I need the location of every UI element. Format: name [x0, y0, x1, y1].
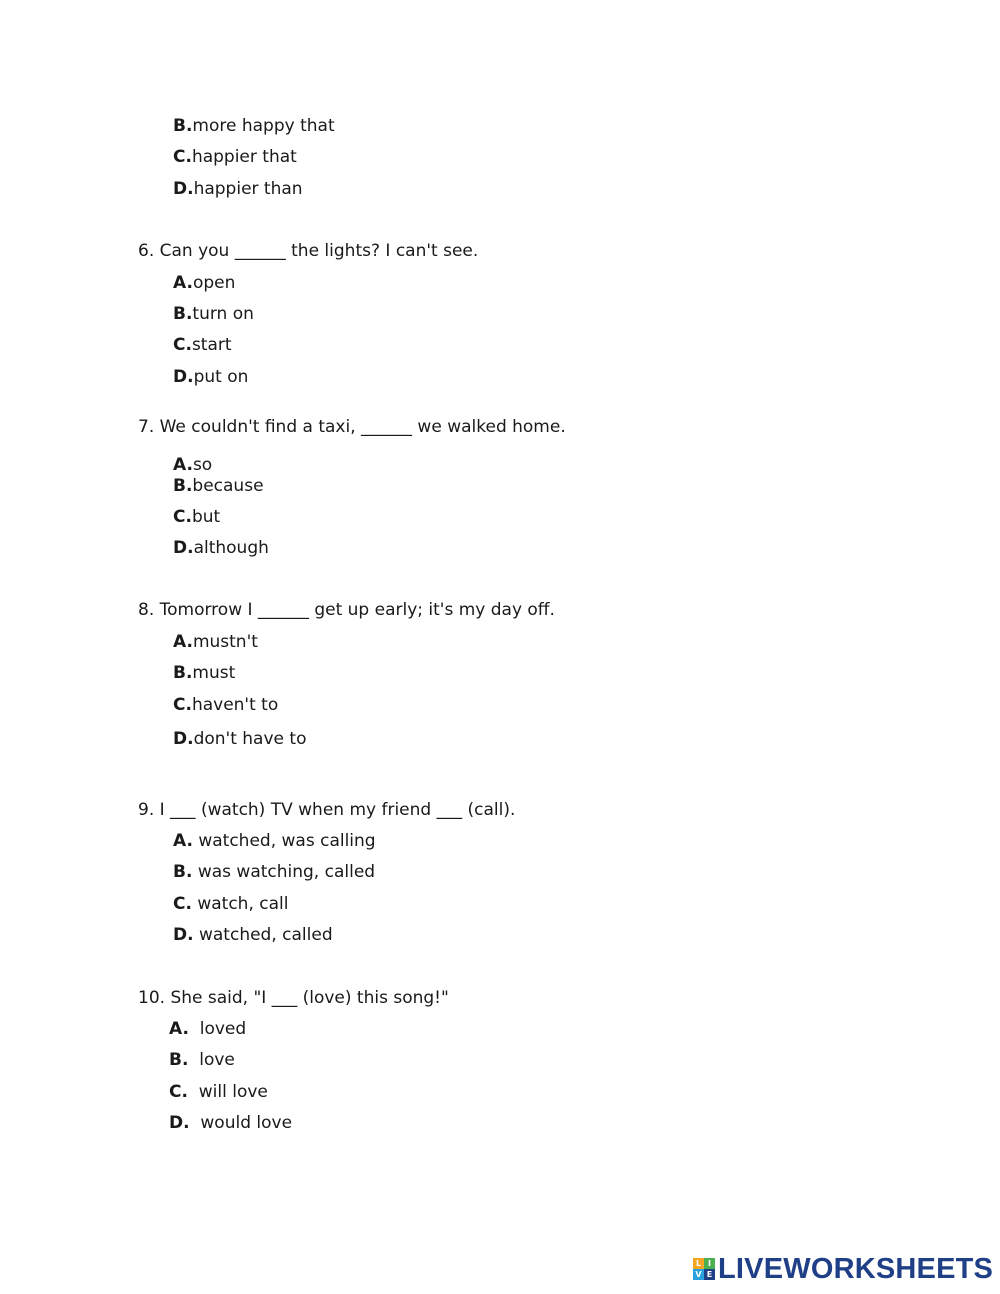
option-text: loved [199, 1019, 247, 1039]
option-7a[interactable] [173, 455, 212, 475]
option-letter: B. [169, 1050, 189, 1070]
option-9c[interactable] [173, 894, 288, 914]
option-text: watched, called [198, 925, 333, 945]
option-letter: D. [173, 538, 194, 558]
option-letter: A. [173, 632, 193, 652]
question-10-prompt: 10. She said, "I ___ (love) this song!" [138, 988, 449, 1008]
option-9b[interactable] [173, 862, 375, 882]
option-text: turn on [192, 304, 254, 324]
option-7c[interactable] [173, 507, 220, 527]
option-text: because [192, 476, 264, 496]
option-8d[interactable] [173, 729, 306, 749]
option-5c[interactable] [173, 147, 297, 167]
option-text: must [192, 663, 236, 683]
option-text: start [191, 335, 232, 355]
logo-mark-icon [693, 1258, 715, 1280]
option-8c[interactable] [173, 695, 278, 715]
option-text: would love [200, 1113, 293, 1133]
option-text: mustn't [192, 632, 258, 652]
option-text: was watching, called [197, 862, 376, 882]
option-letter: C. [169, 1082, 188, 1102]
question-6-prompt: 6. Can you ______ the lights? I can't see. [138, 241, 479, 261]
option-text: open [192, 273, 236, 293]
option-10a[interactable] [169, 1019, 246, 1039]
option-text: although [193, 538, 269, 558]
option-text: will love [198, 1082, 268, 1102]
option-10c[interactable] [169, 1082, 268, 1102]
option-letter: B. [173, 663, 193, 683]
option-letter: D. [173, 729, 194, 749]
option-8b[interactable] [173, 663, 235, 683]
option-letter: D. [173, 367, 194, 387]
option-letter: A. [173, 273, 193, 293]
option-letter: B. [173, 116, 193, 136]
logo-mark-tile: I [704, 1258, 715, 1269]
question-8-prompt: 8. Tomorrow I ______ get up early; it's my day off. [138, 600, 555, 620]
option-text: but [191, 507, 221, 527]
option-letter: A. [173, 831, 193, 851]
option-text: happier than [193, 179, 303, 199]
option-6b[interactable] [173, 304, 254, 324]
option-letter: B. [173, 862, 193, 882]
option-letter: C. [173, 695, 192, 715]
option-letter: C. [173, 507, 192, 527]
option-5b[interactable] [173, 116, 335, 136]
option-text: happier that [191, 147, 297, 167]
option-letter: A. [173, 455, 193, 475]
option-6a[interactable] [173, 273, 235, 293]
option-10d[interactable] [169, 1113, 292, 1133]
option-letter: B. [173, 304, 193, 324]
option-5d[interactable] [173, 179, 303, 199]
option-text: love [199, 1050, 235, 1070]
option-text: watch, call [197, 894, 289, 914]
option-text: so [192, 455, 213, 475]
option-letter: D. [173, 925, 194, 945]
option-7b[interactable] [173, 476, 264, 496]
option-7d[interactable] [173, 538, 269, 558]
question-9-prompt: 9. I ___ (watch) TV when my friend ___ (call). [138, 800, 516, 820]
option-letter: C. [173, 147, 192, 167]
logo-wordmark: LIVEWORKSHEETS [718, 1253, 994, 1285]
option-letter: A. [169, 1019, 189, 1039]
option-letter: B. [173, 476, 193, 496]
option-9d[interactable] [173, 925, 333, 945]
option-letter: D. [173, 179, 194, 199]
logo-mark-tile: V [693, 1269, 704, 1280]
option-text: don't have to [193, 729, 307, 749]
option-9a[interactable] [173, 831, 376, 851]
option-6d[interactable] [173, 367, 248, 387]
option-8a[interactable] [173, 632, 258, 652]
question-7-prompt: 7. We couldn't find a taxi, ______ we walked home. [138, 417, 566, 437]
option-text: haven't to [191, 695, 279, 715]
option-text: watched, was calling [198, 831, 376, 851]
option-6c[interactable] [173, 335, 232, 355]
option-letter: D. [169, 1113, 190, 1133]
logo-mark-tile: L [693, 1258, 704, 1269]
logo-mark-tile: E [704, 1269, 715, 1280]
option-10b[interactable] [169, 1050, 235, 1070]
option-letter: C. [173, 335, 192, 355]
option-letter: C. [173, 894, 192, 914]
option-text: more happy that [192, 116, 335, 136]
option-text: put on [193, 367, 249, 387]
liveworksheets-logo [693, 1255, 993, 1283]
